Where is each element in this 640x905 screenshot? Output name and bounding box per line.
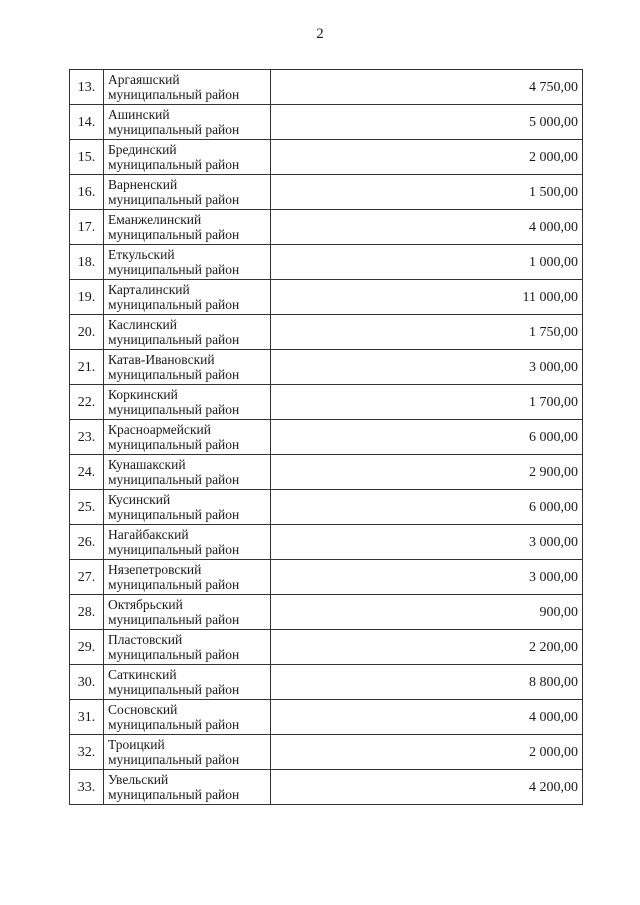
district-name-cell (104, 315, 271, 350)
district-name: Коркинский (108, 387, 178, 402)
row-number: 20. (70, 315, 104, 350)
district-name-cell (104, 105, 271, 140)
amount-cell: 2 200,00 (271, 630, 583, 665)
table-row (70, 350, 583, 385)
amount-cell: 3 000,00 (271, 525, 583, 560)
amount-cell: 6 000,00 (271, 420, 583, 455)
district-name: Карталинский (108, 282, 190, 297)
district-type: муниципальный район (108, 402, 240, 417)
district-name: Брединский (108, 142, 177, 157)
table-row (70, 490, 583, 525)
amount-cell: 3 000,00 (271, 350, 583, 385)
district-name: Саткинский (108, 667, 177, 682)
page-number: 2 (316, 26, 324, 42)
row-number: 31. (70, 700, 104, 735)
district-name: Пластовский (108, 632, 183, 647)
row-number: 33. (70, 770, 104, 805)
district-type: муниципальный район (108, 192, 240, 207)
table-row (70, 105, 583, 140)
district-name: Сосновский (108, 702, 178, 717)
district-type: муниципальный район (108, 542, 240, 557)
district-name-cell (104, 560, 271, 595)
table-row (70, 140, 583, 175)
row-number: 28. (70, 595, 104, 630)
allocation-table (69, 69, 583, 805)
district-type: муниципальный район (108, 157, 240, 172)
district-name: Еткульский (108, 247, 175, 262)
row-number: 18. (70, 245, 104, 280)
amount-cell: 1 750,00 (271, 315, 583, 350)
district-name-cell (104, 770, 271, 805)
district-type: муниципальный район (108, 752, 240, 767)
table-row (70, 210, 583, 245)
district-type: муниципальный район (108, 577, 240, 592)
table-row (70, 630, 583, 665)
district-name-cell (104, 70, 271, 105)
district-type: муниципальный район (108, 647, 240, 662)
district-name-cell (104, 140, 271, 175)
row-number: 21. (70, 350, 104, 385)
row-number: 30. (70, 665, 104, 700)
row-number: 13. (70, 70, 104, 105)
district-name-cell (104, 455, 271, 490)
table-row (70, 455, 583, 490)
row-number: 16. (70, 175, 104, 210)
district-name-cell (104, 525, 271, 560)
amount-cell: 2 900,00 (271, 455, 583, 490)
district-type: муниципальный район (108, 717, 240, 732)
district-name: Увельский (108, 772, 169, 787)
district-name-cell (104, 595, 271, 630)
row-number: 25. (70, 490, 104, 525)
district-type: муниципальный район (108, 262, 240, 277)
district-name-cell (104, 175, 271, 210)
amount-cell: 4 200,00 (271, 770, 583, 805)
district-type: муниципальный район (108, 682, 240, 697)
district-name: Еманжелинский (108, 212, 202, 227)
amount-cell: 8 800,00 (271, 665, 583, 700)
district-name-cell (104, 630, 271, 665)
amount-cell: 2 000,00 (271, 140, 583, 175)
amount-cell: 11 000,00 (271, 280, 583, 315)
allocation-table-body (70, 70, 583, 805)
row-number: 17. (70, 210, 104, 245)
row-number: 29. (70, 630, 104, 665)
table-row (70, 280, 583, 315)
district-type: муниципальный район (108, 612, 240, 627)
table-row (70, 560, 583, 595)
table-row (70, 245, 583, 280)
row-number: 24. (70, 455, 104, 490)
district-type: муниципальный район (108, 437, 240, 452)
table-row (70, 420, 583, 455)
amount-cell: 1 700,00 (271, 385, 583, 420)
amount-cell: 900,00 (271, 595, 583, 630)
row-number: 26. (70, 525, 104, 560)
table-row (70, 315, 583, 350)
district-type: муниципальный район (108, 122, 240, 137)
table-row (70, 665, 583, 700)
district-name-cell (104, 210, 271, 245)
district-name: Красноармейский (108, 422, 212, 437)
district-name: Нагайбакский (108, 527, 189, 542)
district-name-cell (104, 245, 271, 280)
district-name-cell (104, 385, 271, 420)
row-number: 19. (70, 280, 104, 315)
district-name-cell (104, 665, 271, 700)
district-name: Аргаяшский (108, 72, 180, 87)
amount-cell: 4 750,00 (271, 70, 583, 105)
district-name: Каслинский (108, 317, 177, 332)
table-row (70, 700, 583, 735)
district-type: муниципальный район (108, 297, 240, 312)
row-number: 27. (70, 560, 104, 595)
row-number: 15. (70, 140, 104, 175)
district-type: муниципальный район (108, 87, 240, 102)
district-name: Ашинский (108, 107, 170, 122)
row-number: 22. (70, 385, 104, 420)
district-type: муниципальный район (108, 332, 240, 347)
district-name-cell (104, 280, 271, 315)
district-name-cell (104, 735, 271, 770)
table-row (70, 735, 583, 770)
table-row (70, 385, 583, 420)
table-row (70, 70, 583, 105)
district-name-cell (104, 420, 271, 455)
table-row (70, 525, 583, 560)
district-name: Варненский (108, 177, 178, 192)
district-type: муниципальный район (108, 507, 240, 522)
amount-cell: 5 000,00 (271, 105, 583, 140)
district-name: Октябрьский (108, 597, 183, 612)
district-name: Катав-Ивановский (108, 352, 215, 367)
district-name-cell (104, 350, 271, 385)
district-name: Кунашакский (108, 457, 186, 472)
district-name: Кусинский (108, 492, 171, 507)
table-row (70, 770, 583, 805)
allocation-table-container (69, 69, 583, 805)
district-type: муниципальный район (108, 227, 240, 242)
district-name-cell (104, 700, 271, 735)
district-name: Нязепетровский (108, 562, 202, 577)
district-type: муниципальный район (108, 472, 240, 487)
table-row (70, 175, 583, 210)
district-type: муниципальный район (108, 367, 240, 382)
amount-cell: 1 500,00 (271, 175, 583, 210)
amount-cell: 1 000,00 (271, 245, 583, 280)
row-number: 32. (70, 735, 104, 770)
row-number: 23. (70, 420, 104, 455)
amount-cell: 6 000,00 (271, 490, 583, 525)
amount-cell: 4 000,00 (271, 700, 583, 735)
amount-cell: 4 000,00 (271, 210, 583, 245)
amount-cell: 3 000,00 (271, 560, 583, 595)
amount-cell: 2 000,00 (271, 735, 583, 770)
table-row (70, 595, 583, 630)
district-name: Троицкий (108, 737, 165, 752)
row-number: 14. (70, 105, 104, 140)
district-name-cell (104, 490, 271, 525)
district-type: муниципальный район (108, 787, 240, 802)
